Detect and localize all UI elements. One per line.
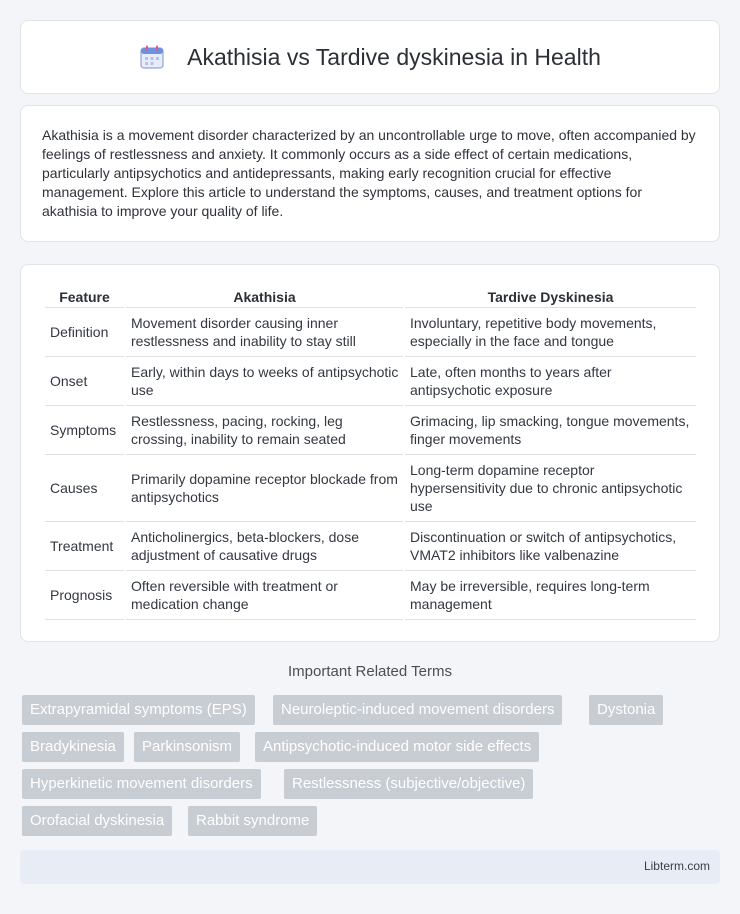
header-feature: Feature xyxy=(45,285,124,308)
table-row xyxy=(45,522,696,571)
row-akathisia: Often reversible with treatment or medication change xyxy=(126,571,403,620)
table-row xyxy=(45,455,696,522)
row-tardive: May be irreversible, requires long-term management xyxy=(405,571,696,620)
comparison-table xyxy=(43,285,698,620)
related-term-tag[interactable]: Orofacial dyskinesia xyxy=(22,806,172,836)
row-feature: Definition xyxy=(45,308,124,357)
row-tardive: Grimacing, lip smacking, tongue movements, finger movements xyxy=(405,406,696,455)
related-term-tag[interactable]: Rabbit syndrome xyxy=(188,806,317,836)
related-term-tag[interactable]: Restlessness (subjective/objective) xyxy=(284,769,533,799)
table-row xyxy=(45,357,696,406)
related-term-tag[interactable]: Hyperkinetic movement disorders xyxy=(22,769,261,799)
footer-brand[interactable]: Libterm.com xyxy=(643,859,710,873)
related-terms-title: Important Related Terms xyxy=(288,663,452,680)
page-title: Akathisia vs Tardive dyskinesia in Health xyxy=(187,43,601,70)
row-akathisia: Restlessness, pacing, rocking, leg crossing, inability to remain seated xyxy=(126,406,403,455)
header-tardive-dyskinesia: Tardive Dyskinesia xyxy=(405,285,696,308)
table-header-row xyxy=(45,285,696,308)
row-akathisia: Movement disorder causing inner restlessness and inability to stay still xyxy=(126,308,403,357)
intro-text: Akathisia is a movement disorder characterized by an uncontrollable urge to move, often accompanied by feelings of restlessness and anxiety. It commonly occurs as a side effect of certain medications, particularly antipsychotics and antidepressants, making early recognition crucial for effective management. Explore this article to understand the symptoms, causes, and treatment options for akathisia to improve your quality of life. xyxy=(42,127,696,219)
row-akathisia: Primarily dopamine receptor blockade from antipsychotics xyxy=(126,455,403,522)
row-akathisia: Early, within days to weeks of antipsychotic use xyxy=(126,357,403,406)
footer xyxy=(20,850,720,884)
related-term-tag[interactable]: Dystonia xyxy=(589,695,663,725)
table-row xyxy=(45,406,696,455)
related-term-tag[interactable]: Extrapyramidal symptoms (EPS) xyxy=(22,695,255,725)
intro-card xyxy=(20,105,720,242)
row-feature: Symptoms xyxy=(45,406,124,455)
row-tardive: Involuntary, repetitive body movements, especially in the face and tongue xyxy=(405,308,696,357)
row-tardive: Long-term dopamine receptor hypersensitivity due to chronic antipsychotic use xyxy=(405,455,696,522)
row-feature: Onset xyxy=(45,357,124,406)
table-row xyxy=(45,308,696,357)
related-term-tag[interactable]: Antipsychotic-induced motor side effects xyxy=(255,732,539,762)
row-tardive: Late, often months to years after antipsychotic exposure xyxy=(405,357,696,406)
table-row xyxy=(45,571,696,620)
header-akathisia: Akathisia xyxy=(126,285,403,308)
row-akathisia: Anticholinergics, beta-blockers, dose adjustment of causative drugs xyxy=(126,522,403,571)
related-term-tag[interactable]: Neuroleptic-induced movement disorders xyxy=(273,695,562,725)
related-term-tag[interactable]: Parkinsonism xyxy=(134,732,240,762)
row-feature: Causes xyxy=(45,455,124,522)
row-feature: Treatment xyxy=(45,522,124,571)
related-term-tag[interactable]: Bradykinesia xyxy=(22,732,124,762)
calendar-icon xyxy=(139,44,165,70)
row-tardive: Discontinuation or switch of antipsychotics, VMAT2 inhibitors like valbenazine xyxy=(405,522,696,571)
comparison-table-card xyxy=(20,264,720,642)
row-feature: Prognosis xyxy=(45,571,124,620)
header-card xyxy=(20,20,720,94)
